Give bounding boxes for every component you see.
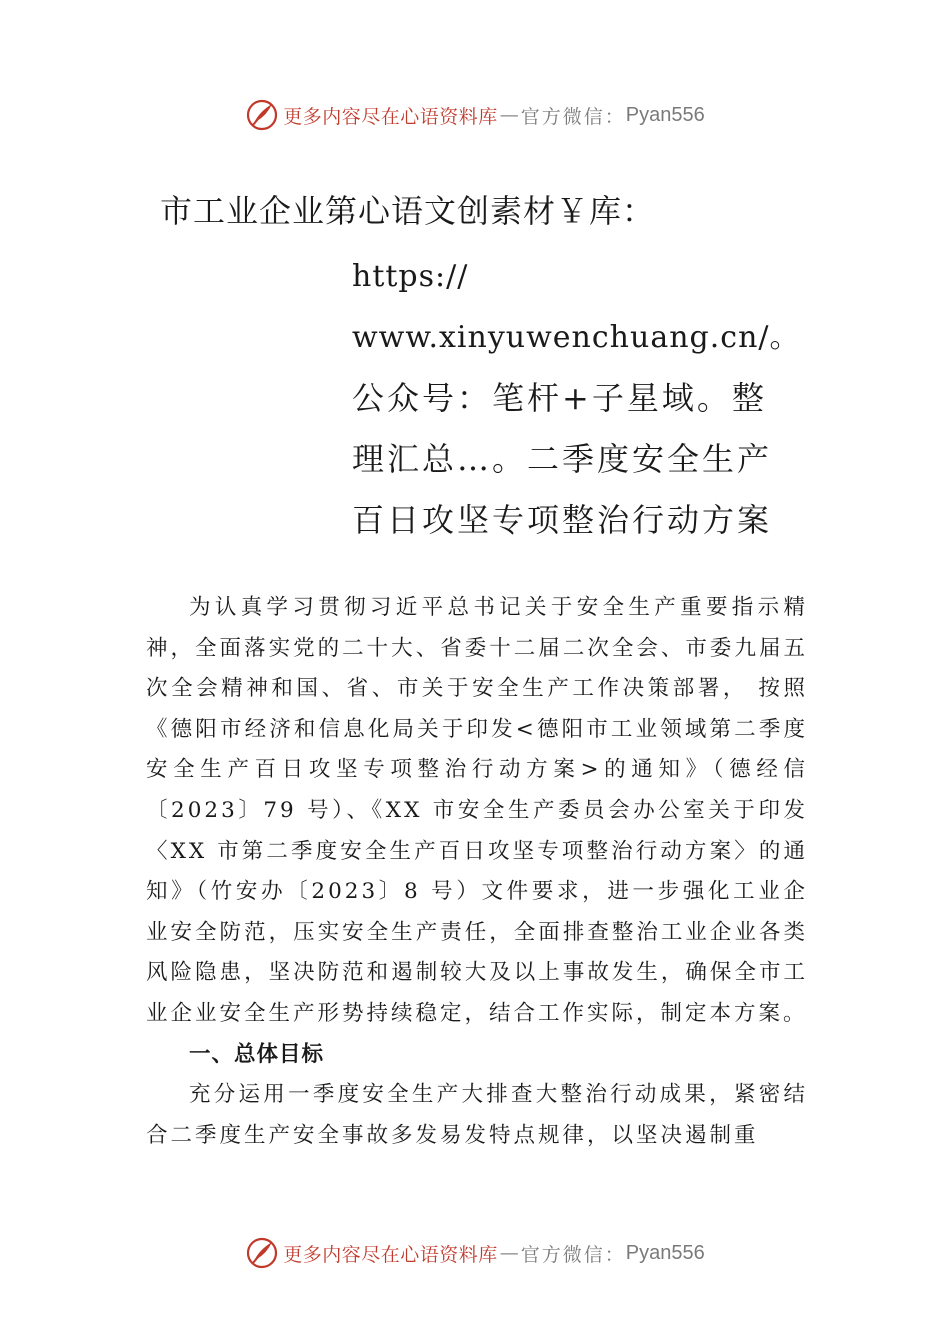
- section1-paragraph: 充分运用一季度安全生产大排查大整治行动成果，紧密结合二季度生产安全事故多发易发特点规律，以坚决遏制重: [146, 1082, 808, 1148]
- watermark-brand: 更多内容尽在心语资料库: [283, 1243, 498, 1266]
- watermark-wechat-id: Pyan556: [625, 1241, 705, 1264]
- header-watermark: [0, 95, 950, 135]
- document-body: [146, 588, 808, 1156]
- section1-heading: 一、总体目标: [189, 1041, 325, 1067]
- document-title-line3: www.xinyuwenchuang.cn/。: [352, 320, 801, 355]
- document-title-line5: 理汇总…。二季度安全生产: [352, 440, 773, 478]
- watermark-wechat-id: Pyan556: [625, 103, 705, 126]
- quill-circle-icon: [245, 98, 279, 132]
- document-title-line4: 公众号：笔杆+子星域。整: [352, 379, 767, 417]
- watermark-brand: 更多内容尽在心语资料库: [283, 105, 498, 128]
- document-title-line6: 百日攻坚专项整治行动方案: [352, 501, 773, 539]
- watermark-separator: —: [499, 104, 519, 126]
- watermark-label: 官方微信：: [520, 1243, 626, 1266]
- watermark-separator: —: [499, 1242, 519, 1264]
- footer-watermark: [0, 1233, 950, 1273]
- watermark-label: 官方微信：: [520, 105, 626, 128]
- document-title-line2: https://: [352, 259, 469, 294]
- document-title-block: [352, 246, 801, 551]
- document-title-line1: 市工业企业第心语文创素材￥库：: [160, 192, 656, 230]
- quill-circle-icon: [245, 1236, 279, 1270]
- intro-paragraph: 为认真学习贯彻习近平总书记关于安全生产重要指示精神，全面落实党的二十大、省委十二届二次全会、市委九届五次全会精神和国、省、市关于安全生产工作决策部署， 按照《德阳市经济和信息化局关于印发<德阳市工业领域第二季度安全生产百日攻坚专项整治行动方案>的通知》（德经信〔2023〕79 号）、《XX 市安全生产委员会办公室关于印发〈XX 市第二季度安全生产百日攻坚专项整治行动方案〉的通知》（竹安办〔2023〕8 号）文件要求，进一步强化工业企业安全防范，压实安全生产责任，全面排查整治工业企业各类风险隐患，坚决防范和遏制较大及以上事故发生，确保全市工业企业安全生产形势持续稳定，结合工作实际，制定本方案。: [146, 595, 808, 1026]
